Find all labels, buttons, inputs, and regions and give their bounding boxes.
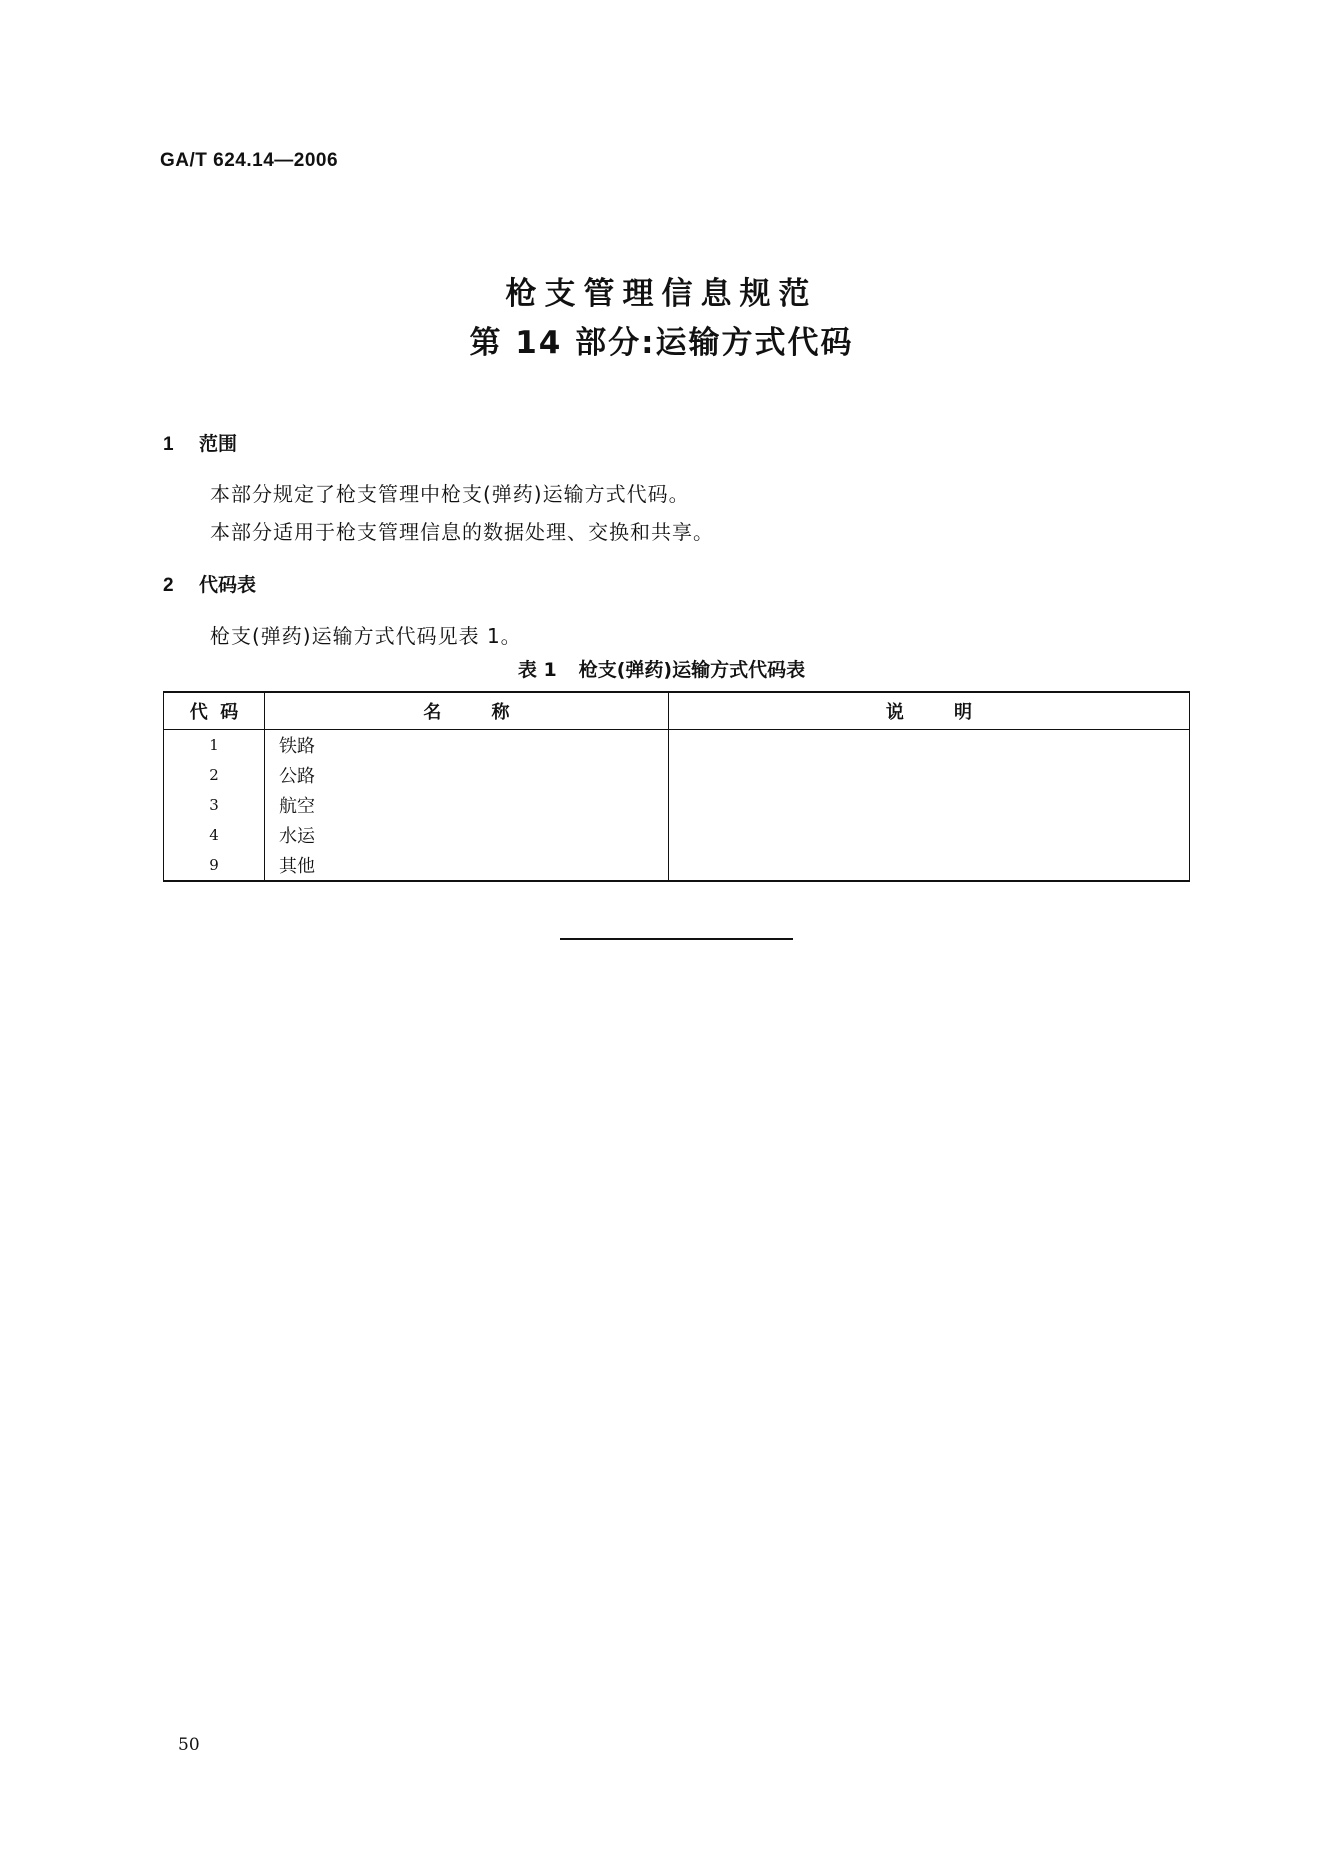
section-number: 1 xyxy=(163,434,174,455)
transport-code-table xyxy=(163,691,1190,882)
cell-note xyxy=(669,730,1190,761)
cell-name: 水运 xyxy=(265,820,669,850)
code-table-paragraph: 枪支(弹药)运输方式代码见表 1。 xyxy=(210,624,522,648)
end-of-document-rule xyxy=(560,938,793,940)
cell-note xyxy=(669,760,1190,790)
section-title: 范围 xyxy=(199,433,238,455)
cell-note xyxy=(669,790,1190,820)
section-number: 2 xyxy=(163,575,174,596)
cell-code: 3 xyxy=(209,796,219,814)
page-number: 50 xyxy=(178,1735,200,1755)
cell-code: 4 xyxy=(209,826,219,844)
standard-number: GA/T 624.14—2006 xyxy=(160,150,339,171)
cell-note xyxy=(669,820,1190,850)
cell-code: 1 xyxy=(209,736,219,754)
section-heading-scope xyxy=(163,429,237,456)
scope-paragraph: 本部分适用于枪支管理信息的数据处理、交换和共享。 xyxy=(210,520,714,544)
section-title: 代码表 xyxy=(199,574,257,596)
table-row xyxy=(164,760,1190,790)
scope-paragraph: 本部分规定了枪支管理中枪支(弹药)运输方式代码。 xyxy=(210,482,690,506)
table-caption-text: 枪支(弹药)运输方式代码表 xyxy=(578,659,806,681)
table-row xyxy=(164,820,1190,850)
table-header-row xyxy=(164,692,1190,730)
cell-name: 航空 xyxy=(265,790,669,820)
cell-name: 其他 xyxy=(265,850,669,881)
cell-name: 铁路 xyxy=(265,730,669,761)
table-caption xyxy=(0,655,1323,682)
section-heading-code-table xyxy=(163,570,256,597)
table-row xyxy=(164,850,1190,881)
column-header-code: 代 码 xyxy=(164,692,265,730)
cell-note xyxy=(669,850,1190,881)
document-subtitle: 第 14 部分:运输方式代码 xyxy=(469,325,854,361)
table-row xyxy=(164,730,1190,761)
cell-name: 公路 xyxy=(265,760,669,790)
table-row xyxy=(164,790,1190,820)
column-header-name: 名 称 xyxy=(265,692,669,730)
column-header-note: 说 明 xyxy=(669,692,1190,730)
cell-code: 9 xyxy=(209,856,219,874)
document-title: 枪支管理信息规范 xyxy=(505,276,818,312)
table-caption-label: 表 1 xyxy=(517,659,557,681)
cell-code: 2 xyxy=(209,766,219,784)
